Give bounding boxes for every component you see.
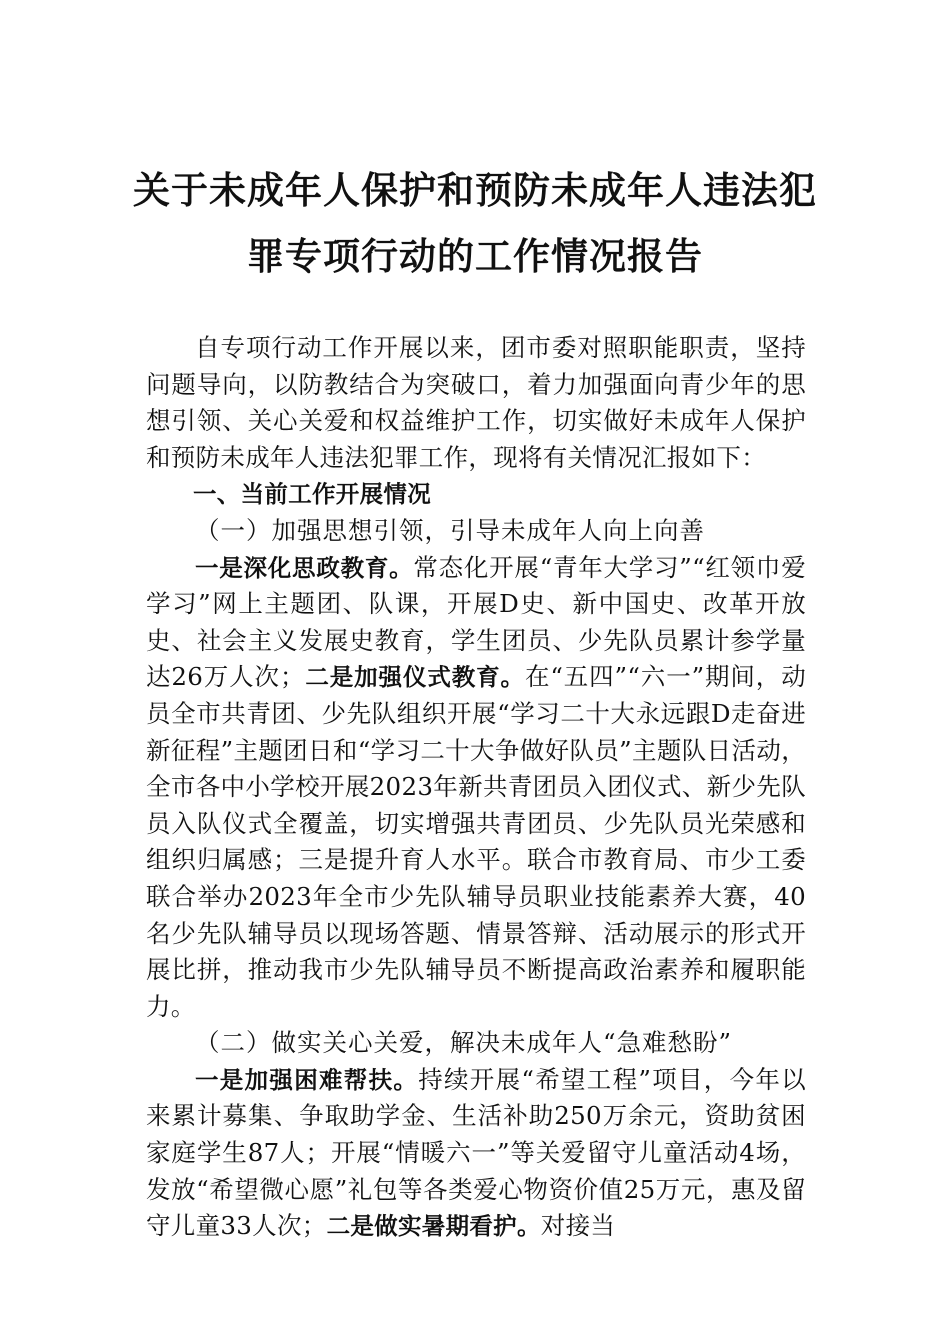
paragraph-ideological-guidance xyxy=(146,550,806,1026)
paragraph-care-support xyxy=(146,1062,806,1245)
subsection-heading-1: （一）加强思想引领，引导未成年人向上向善 xyxy=(195,515,705,545)
document-title-line-2: 罪专项行动的工作情况报告 xyxy=(247,235,703,278)
intro-paragraph: 自专项行动工作开展以来，团市委对照职能职责，坚持问题导向，以防教结合为突破口，着力加强面向青少年的思想引领、关心关爱和权益维护工作，切实做好未成年人保护和预防未成年人违法犯罪工作，现将有关情况汇报如下： xyxy=(146,333,806,472)
subsection-heading-2: （二）做实关心关爱，解决未成年人“急难愁盼” xyxy=(195,1028,733,1058)
bold-lead-3: 一是加强困难帮扶。 xyxy=(195,1065,419,1094)
paragraph-text-3: 持续开展“希望工程”项目，今年以来累计募集、争取助学金、生活补助250万余元，资助贫困家庭学生87人；开展“情暖六一”等关爱留守儿童活动4场，发放“希望微心愿”礼包等各类爱心物资价值25万元，惠及留守儿童33人次； xyxy=(146,1064,806,1241)
document-title-line-1: 关于未成年人保护和预防未成年人违法犯 xyxy=(133,169,817,212)
bold-lead-2: 二是加强仪式教育。 xyxy=(304,663,525,692)
paragraph-text-1: 常态化开展“青年大学习”“红领巾爱学习”网上主题团、队课，开展D史、新中国史、改革开放史、社会主义发展史教育，学生团员、少先队员累计参学量达26万人次； xyxy=(146,552,806,692)
bold-lead-4: 二是做实暑期看护。 xyxy=(326,1212,541,1241)
document-body xyxy=(146,330,806,1245)
paragraph-text-2: 在“五四”“六一”期间，动员全市共青团、少先队组织开展“学习二十大永远跟D走奋进新征程”主题团日和“学习二十大争做好队员”主题队日活动，全市各中小学校开展2023年新共青团员入团仪式、新少先队员入队仪式全覆盖，切实增强共青团员、少先队员光荣感和组织归属感；三是提升育人水平。联合市教育局、市少工委联合举办2023年全市少先队辅导员职业技能素养大赛，40名少先队辅导员以现场答题、情景答辩、活动展示的形式开展比拼，推动我市少先队辅导员不断提高政治素养和履职能力。 xyxy=(146,662,807,1021)
paragraph-text-4: 对接当 xyxy=(540,1211,616,1241)
bold-lead-1: 一是深化思政教育。 xyxy=(195,553,414,582)
section-heading-1: 一、当前工作开展情况 xyxy=(193,480,431,509)
